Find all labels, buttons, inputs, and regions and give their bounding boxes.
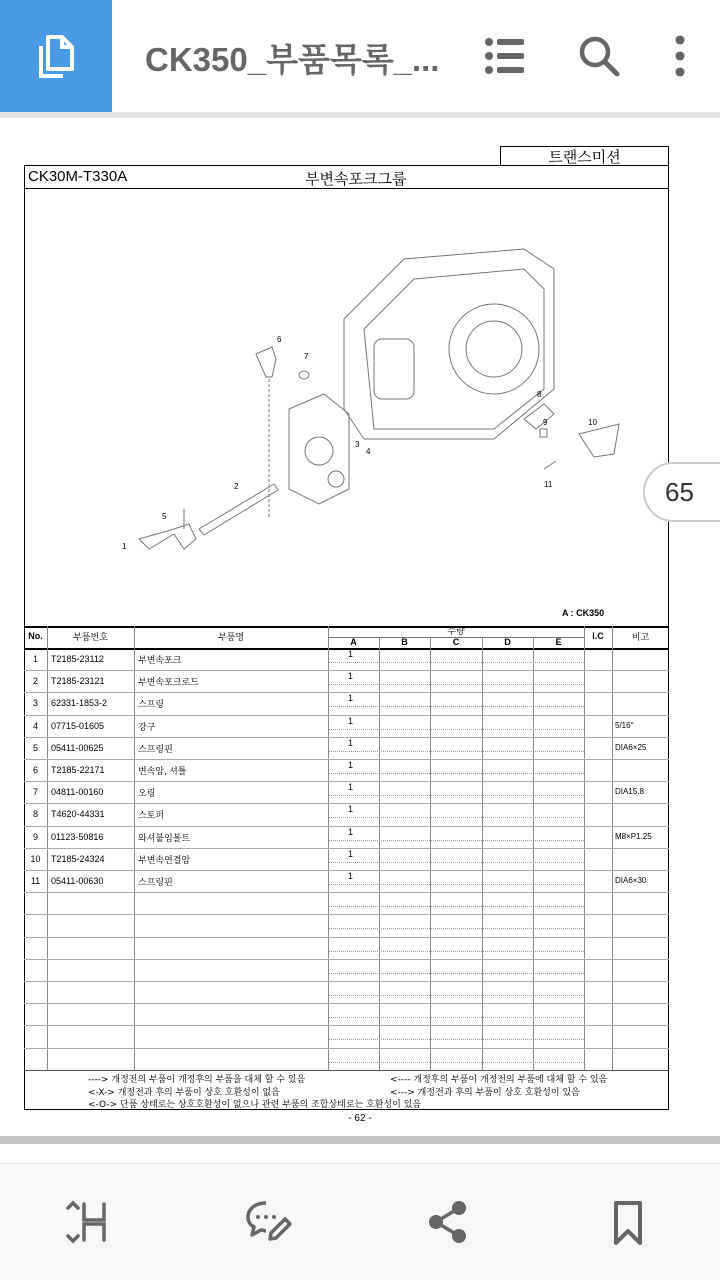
row-no: 1 [32, 654, 38, 664]
col-no: No. [28, 631, 43, 641]
row-part-no: 62331-1853-2 [51, 698, 108, 709]
document-title: CK350_부품목록_... [145, 41, 440, 78]
more-vertical-icon[interactable] [670, 34, 690, 78]
row-qty-a: 1 [348, 649, 354, 659]
row-remark: DIA6×30 [615, 876, 647, 885]
exploded-parts-diagram [24, 189, 669, 625]
row-qty-a: 1 [348, 848, 354, 859]
bookmark-icon[interactable] [613, 1200, 643, 1246]
row-part-name: 부변속포크로드 [138, 677, 199, 688]
col-e: E [555, 637, 562, 647]
row-no: 3 [32, 698, 38, 709]
note-1: ----> 개정전의 부품이 개정후의 부품을 대체 할 수 있음 [88, 1075, 306, 1085]
col-ic: I.C [592, 631, 604, 641]
callout-8: 8 [537, 390, 542, 399]
row-part-no: T2185-24324 [51, 853, 105, 864]
row-no: 7 [32, 787, 38, 798]
row-part-no: T2185-23121 [51, 676, 105, 687]
row-part-name: 스토퍼 [138, 810, 165, 821]
document-button[interactable] [0, 0, 112, 112]
row-no: 4 [32, 720, 38, 731]
row-part-no: 07715-01605 [51, 720, 105, 731]
row-qty-a: 1 [348, 871, 354, 881]
row-remark: DIA15.8 [615, 787, 644, 797]
model-note: A : CK350 [562, 608, 605, 618]
row-part-name: 오링 [138, 788, 156, 799]
row-part-name: 부변속포크 [138, 655, 182, 665]
row-qty-a: 1 [348, 715, 354, 726]
callout-4: 4 [366, 447, 371, 456]
row-remark: 5/16" [615, 720, 634, 730]
row-part-name: 부변속연결암 [138, 854, 191, 865]
row-part-no: 05411-00630 [51, 876, 104, 886]
row-part-no: 05411-00625 [51, 742, 104, 753]
row-part-name: 스프링핀 [138, 877, 173, 887]
row-part-name: 스프링핀 [138, 743, 173, 754]
row-no: 5 [32, 742, 38, 753]
col-part-no: 부품번호 [73, 632, 108, 642]
group-title: 부변속포크그룹 [305, 171, 407, 188]
row-no: 10 [30, 853, 41, 864]
fit-page-icon[interactable] [66, 1200, 110, 1244]
row-part-no: 04811-00160 [51, 787, 104, 798]
list-icon[interactable] [484, 34, 526, 78]
row-remark: M8×P1.25 [615, 831, 652, 841]
share-icon[interactable] [428, 1200, 468, 1244]
callout-10: 10 [588, 418, 597, 427]
row-part-name: 변속암, 셔틀 [138, 766, 187, 776]
search-icon[interactable] [578, 34, 620, 78]
row-part-name: 와셔붙임볼트 [138, 832, 191, 843]
row-part-no: T4620-44331 [51, 809, 105, 820]
row-no: 6 [32, 765, 38, 775]
row-part-no: 01123-50816 [51, 831, 104, 842]
col-remark: 비고 [631, 632, 650, 642]
row-remark: DIA6×25 [615, 742, 647, 752]
divider [0, 112, 720, 118]
row-no: 8 [32, 809, 38, 820]
comment-edit-icon[interactable] [246, 1200, 294, 1244]
bottom-toolbar [0, 1163, 720, 1280]
callout-7: 7 [304, 352, 309, 361]
callout-1: 1 [122, 542, 127, 551]
col-b: B [401, 637, 408, 647]
row-no: 2 [32, 676, 38, 687]
note-2: <---- 개정후의 부품이 개정전의 부품에 대체 할 수 있음 [390, 1075, 608, 1085]
row-qty-a: 1 [348, 804, 354, 815]
col-d: D [504, 637, 511, 647]
callout-6: 6 [277, 335, 282, 344]
callout-3: 3 [355, 440, 360, 449]
model-code: CK30M-T330A [28, 168, 128, 185]
section-label: 트랜스미션 [548, 149, 621, 166]
row-qty-a: 1 [348, 693, 354, 704]
row-no: 9 [32, 831, 38, 842]
note-4: <---> 개정전과 후의 부품이 상호 호환성이 있음 [390, 1088, 580, 1098]
row-part-name: 강구 [138, 721, 156, 732]
col-qty: 수량 [447, 626, 465, 636]
row-qty-a: 1 [348, 671, 354, 682]
page-indicator[interactable]: 65 [643, 462, 720, 522]
row-qty-a: 1 [348, 782, 354, 793]
page-number: - 62 - [348, 1113, 372, 1124]
row-qty-a: 1 [348, 737, 354, 748]
row-qty-a: 1 [348, 760, 354, 770]
note-5: <-O-> 단품 상태로는 상호호환성이 없으나 관련 부품의 조합상태로는 호환성이 있음 [88, 1100, 422, 1110]
callout-11: 11 [544, 480, 553, 489]
app-toolbar [0, 0, 720, 112]
row-part-no: T2185-22171 [51, 765, 105, 775]
row-qty-a: 1 [348, 826, 354, 837]
callout-2: 2 [234, 482, 239, 491]
note-3: <-X-> 개정전과 후의 부품이 상호 호환성이 없음 [88, 1088, 280, 1098]
col-part-name: 부품명 [217, 632, 245, 642]
callout-9: 9 [543, 418, 548, 427]
col-c: C [452, 637, 460, 647]
row-part-name: 스프링 [138, 699, 165, 710]
page-separator [0, 1136, 720, 1144]
row-part-no: T2185-23112 [51, 654, 104, 664]
document-copy-icon [36, 34, 78, 80]
col-a: A [350, 637, 357, 647]
row-no: 11 [30, 876, 41, 886]
callout-5: 5 [162, 512, 167, 521]
